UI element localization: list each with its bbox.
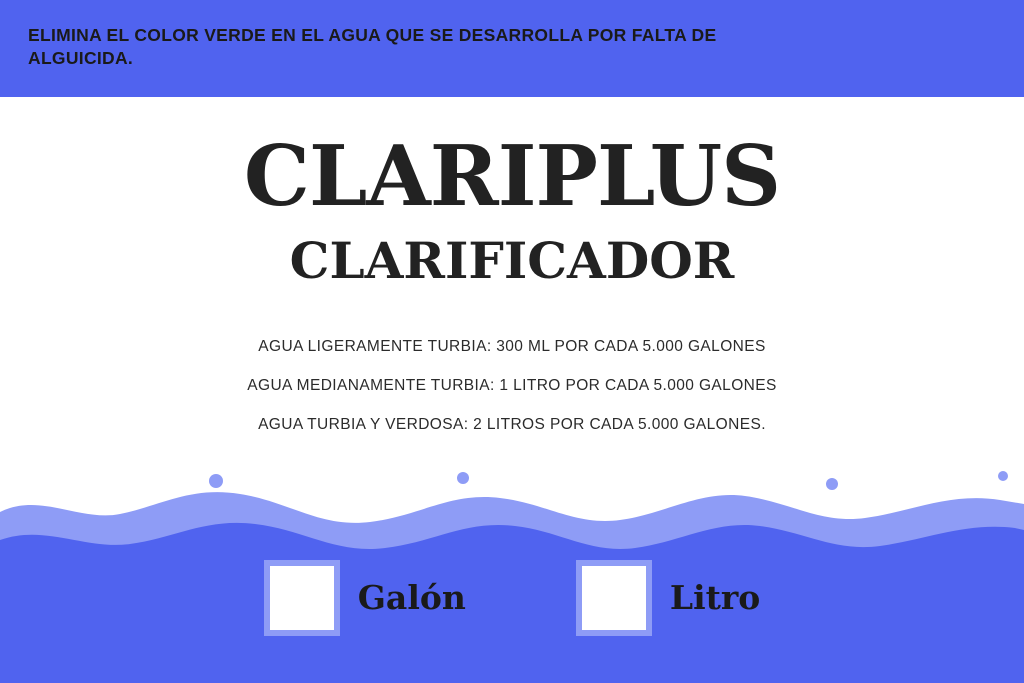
water-droplet-icon bbox=[457, 472, 469, 484]
product-subtitle: CLARIFICADOR bbox=[289, 231, 735, 290]
water-droplet-icon bbox=[998, 471, 1008, 481]
banner-headline: ELIMINA EL COLOR VERDE EN EL AGUA QUE SE DESARROLLA POR FALTA DE ALGUICIDA. bbox=[28, 25, 717, 69]
top-banner bbox=[0, 0, 1024, 97]
size-option-litro[interactable] bbox=[576, 560, 760, 636]
dosage-line: AGUA TURBIA Y VERDOSA: 2 LITROS POR CADA 5.000 GALONES. bbox=[258, 416, 766, 433]
size-option-label: Galón bbox=[357, 578, 466, 617]
checkbox-litro[interactable] bbox=[576, 560, 652, 636]
size-option-label: Litro bbox=[669, 578, 761, 617]
water-droplet-icon bbox=[209, 474, 223, 488]
dosage-line: AGUA LIGERAMENTE TURBIA: 300 ML POR CADA 5.000 GALONES bbox=[258, 338, 766, 355]
size-options bbox=[0, 545, 1024, 650]
dosage-instructions bbox=[0, 338, 1024, 434]
dosage-line: AGUA MEDIANAMENTE TURBIA: 1 LITRO POR CADA 5.000 GALONES bbox=[247, 377, 777, 394]
main-content bbox=[0, 97, 1024, 497]
product-brand-name: CLARIPLUS bbox=[243, 127, 781, 225]
checkbox-galon[interactable] bbox=[264, 560, 340, 636]
size-option-galon[interactable] bbox=[264, 560, 466, 636]
water-droplet-icon bbox=[826, 478, 838, 490]
